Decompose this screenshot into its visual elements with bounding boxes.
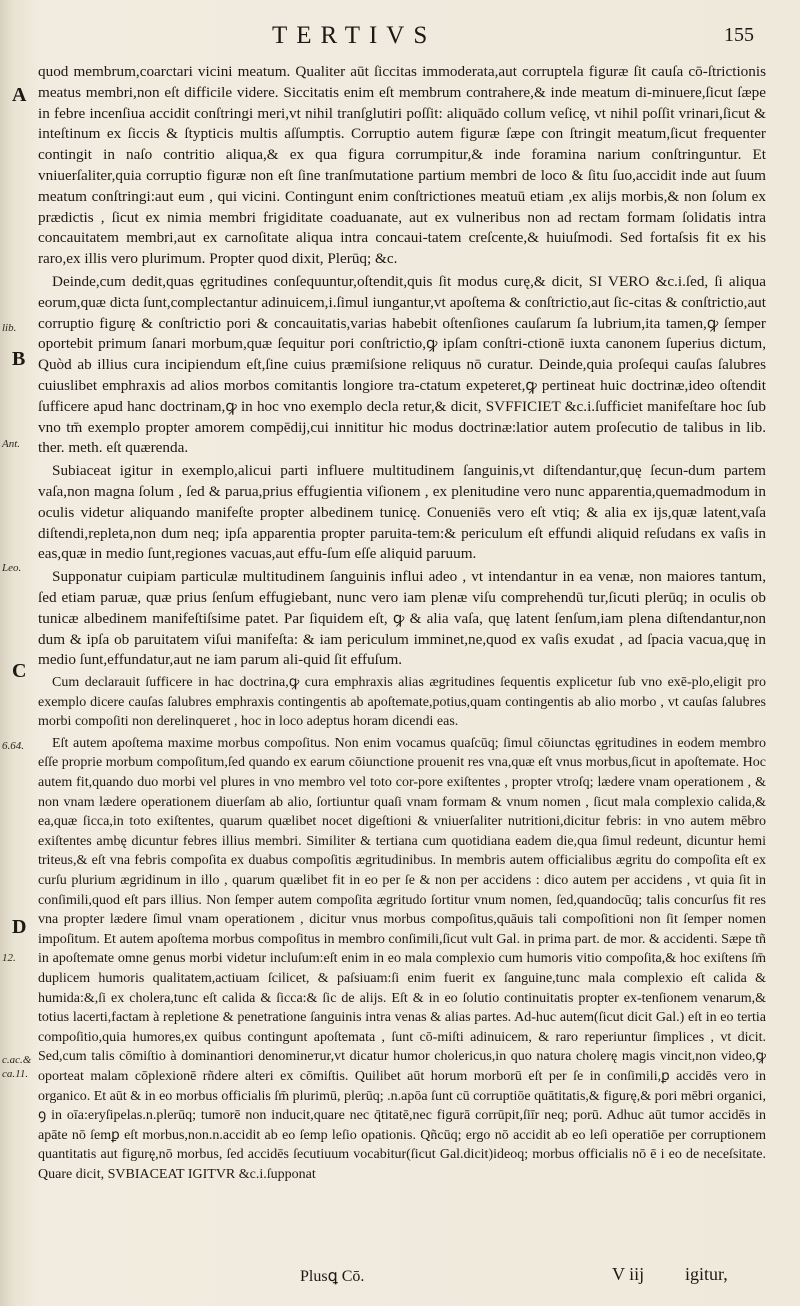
paragraph: Eſt autem apoſtema maxime morbus compoſitus. Non enim vocamus quaſcūq; ſimul cōiunctas ęgritudines in eodem membro eſſe proprie morbum compoſitum,ſed quando ex earum cōiunctione prouenit res vna,quæ eſt vnus morbus,ſicut in apoſtemate. Hoc autem fit,quando duo morbi vel plures in vno membro vel toto cor-pore exiſtentes , propter vtroſq; lædere vnam operationem , & non vnam lædere operationem diuerſam ab alio, ſortiuntur quaſi vnam formam & vnum nomen , ſicut mala complexio calida,& ea,quæ ſicca,in toto exiſtentes, quarum quælibet nocet digeſtioni & vniuerſaliter nutritioni,dicitur febris: in vno autem mēbro exiſtentes ambę dicuntur febres illius membri. Similiter & tertiana cum quotidiana eadem die,qua ſimul redeunt, dicuntur hemi triteus,& eſt vna febris compoſita ex duabus compoſitis ægritudinibus. In membris autem officialibus ægritu do compoſita eſt ex curſu plurium ægridinum in illo , quarum quælibet fit in eo per ſe & non per accidens : dico autem per accidens , vt quia ſit in conſimili,quod eſt pars illius. Non ſemper autem compoſita ægritudo ſortitur vnum nomen, ſed,quandocūq; talis concurſus fit res vna propter lædere ſimul vnam operationem , dicitur vnus morbus compoſitus,quāuis tali compoſitioni non ſit ſemper nomen impoſitum. Et autem apoſtema morbus compoſitus in membro conſimili,ſicut vult Gal. in prima part. de mor. & accidenti. Sæpe tñ in apoſtemate omne genus morbi videtur incluſum:eſt enim in eo mala complexio cum humoris vitio compoſita,& hoc exiſtens ſm̄ duplicem humoris qualitatem,actiuam ſcilicet, & paſsiuam:ſi enim fuerit ex ſanguine,tunc mala complexio eſt calida & humida:&,ſi ex cholera,tunc eſt calida & ſicca:& ſic de alijs. Eſt & in eo ſolutio continuitatis propter ex-tenſionem venarum,& totius lacerti,factam à repletione & penetratione ſanguinis intra venas & alias partes. Ad-huc autem(ſicut dicit Gal.) eſt in eo tertia compoſitio,quia humores,ex quibus contingunt apoſtemata , ſunt cō-miſti adinuicem, & raro reperiuntur ſimplices , vt dicit. Sed,cum talis cōmiſtio à dominantiori denomineтur,vt dicatur humor cholericus,in quo natura cholerę magis vincit,non video,ꝙ oporteat malam cōplexionē rñdere alteri ex cōmiſtis. Quilibet aūt horum morborū eſt per ſe in conſimili,ꝑ accidēs vero in organico. Et aūt & in eo morbus officialis ſm̄ plurimū, plerūq; .n.apōa ſunt cū corruptiōe quātitatis,& figurę,& pori mēbri organici, ꝯ in oīa:eryſipelas.n.plerūq; tumorē non inducit,quare nec q̄titatē,nec figurā corrūpit,ſiīr neq; porū. Adhuc aūt tumor accidēs in apāte nō ſemꝑ eſt morbus,non.n.accidit ab eo ſemp leſio opationis. Qñcūq; ergo nō accidit ab eo leſi operatiōe per corruptionem quantitatis aut figurę,nō morbus, ſed accidēs ſecutiuum vocabitur(ſicut Gal.dicit)ideoq; morbus officialis nō ē i eo de neceſsitate. Quare dicit, SVBIACEAT IGITVR &c.i.ſupponat bbox=[38, 735, 766, 1182]
paragraph: Supponatur cuipiam particulæ multitudinem ſanguinis influi adeo , vt intendantur in ea venæ, non maiores tantum, ſed etiam paruæ, quæ prius ſenſum effugiebant, nunc vero iam plenæ viſu comprehendū tur,ſicuti plerūq; in oculis ob tunicæ albedinem manifeſtiſsime patet. Par ſiquidem eſt, ꝙ & alia vaſa, quę latent ſenſum,iam plena diſtendantur,non dum & ipſa ob paruitatem viſui manifeſta: & iam periculum imminet,ne,quod ex vaſis exudat , ad ſpacia vacua,quę in medio ſunt,effundatur,aut ne iam parum ali-quid ſit effuſum. bbox=[38, 568, 766, 669]
paragraph: quod membrum,coarctari vicini meatum. Qualiter aūt ſiccitas immoderata,aut corruptela figuræ ſit cauſa cō-ſtrictionis meatus membri,non eſt difficile videre. Siccitatis enim eſt membrum contrahere,& inde meatum di-minuere,ſicut ſæpe in febre incenſiua accidit conſtringi meri,vt nihil tranſglutiri poſſit: aliquādo collum veſicę, vt nihil poſſit vrinari,ſicut & inteſtinum ex ſiccis & ſtypticis multis aſſumptis. Corruptio autem figuræ ſæpe con ſtringit meatum,ſicut frequenter contingit in naſo contritio aliqua,& ex qua figura corrumpitur,& inde foramina narium conſtringuntur. Et vniuerſaliter,quia corruptio figuræ non eſt ſine tranſmutatione partium membri de loco & ſitu ſuo,accidit inde aut ſuum meatum conſtringi:aut eum , qui vicini. Contingunt enim conſtrictiones meatuū etiam ,ex alijs morbis,& non ſolum ex prædictis , ſicut ex nimia membri frigiditate coaduanate, aut ex vulneribus non ad rectam formam ſolidatis intra concauitatem membri,aut ex carnoſitate aliqua intra concaui-tatem creſcente,& huiuſmodi. Sed fortaſsis fit ex his raro,ex illis vero plurimum. Propter quod dixit, Plerūq; &c. bbox=[38, 63, 766, 268]
signature-mark: V iij bbox=[612, 1264, 645, 1284]
page-header bbox=[0, 22, 800, 52]
margin-letter-c: C bbox=[12, 660, 27, 682]
margin-note-leo: Leo. bbox=[2, 562, 22, 574]
catchword: igitur, bbox=[685, 1264, 728, 1284]
running-head: TERTIVS bbox=[272, 22, 437, 49]
margin-note-lib: lib. bbox=[2, 322, 17, 334]
margin-letter-b: B bbox=[12, 348, 26, 370]
margin-note-c-ac: c.ac.& bbox=[2, 1054, 32, 1066]
margin-note-ant: Ant. bbox=[2, 438, 21, 450]
paragraph: Cum declarauit ſufficere in hac doctrina,ꝙ cura emphraxis alias ægritudines ſequentis explicetur ſub vno exē-plo,eligit pro exemplo dicere cauſas ſalubres emphraxis contingentis ab apoſtemate,potius,quam contingentis ab alio morbo , vt cauſas ſalubres morbi compoſiti non derelinqueret , hoc in loco adeptus horam dicendi eas. bbox=[38, 675, 766, 730]
footer-note: Plusꝗ Cō. bbox=[300, 1268, 365, 1285]
page-number: 155 bbox=[724, 24, 754, 46]
main-text bbox=[38, 62, 766, 1247]
page-footer bbox=[0, 1262, 800, 1292]
margin-letter-a: A bbox=[12, 84, 27, 106]
paragraph: Subiaceat igitur in exemplo,alicui parti influere multitudinem ſanguinis,vt diſtendantur,quę ſecun-dum partem vaſa,non magna ſolum , ſed & parua,prius effugientia viſionem , ex plenitudine vero nunc apparentia,quemadmodum in oculis videtur aliquando manifeſte propter albedinem tunicę. Conueniēs vero eſt vtiq; & alia ex ijs,quæ latent,vaſa diſtendi,repleta,non dum neq; ipſa apparentia propter paruita-tem:& periculum eſt effundi aliquid reſudans ex vaſis in eas,quæ in medio ſunt,regiones vacuas,aut effu-ſum eſſe aliquid paruum. bbox=[38, 462, 766, 563]
margin-note-ca-11: ca.11. bbox=[2, 1068, 29, 1080]
left-margin bbox=[0, 70, 34, 1270]
margin-note-12: 12. bbox=[2, 952, 16, 964]
margin-letter-d: D bbox=[12, 916, 27, 938]
paragraph: Deinde,cum dedit,quas ęgritudines conſequuntur,oſtendit,quis ſit modus curę,& dicit, SI VERO &c.i.ſed, ſi aliqua eorum,quæ dicta ſunt,complectantur adinuicem,i.ſimul iungantur,vt apoſtema & conſtrictio,aut ſic-citas & conſtrictio,aut corruptio figurę & conſtrictio pori & concauitatis,varias habebit oſtenſiones cauſarum ſa lubrium,ita tamen,ꝙ ſemper oportebit primum ſanari morbum,quæ ſequitur pori conſtrictio,ꝙ ipſam conſtri-ctionē iuxta canonem ſuperius dictum, Quòd ab illius cura incipiendum eſt,ſine cuius præmiſsione reliquus nō curatur. Deinde,quia proſequi cauſas ſalubres cuiuslibet emphraxis ad alios morbos comitantis longiore tra-ctatum expeteret,ꝙ pertineat huic doctrinæ,ideo oſtendit ſufficere apud hanc doctrinam,ꝙ in hoc vno exemplo decla retur,& dicit, SVFFICIET &c.i.ſufficiet manifeſtare hoc ſub vno tm̄ exemplo propter amorem compēdij,cui innititur hic modus doctrinæ:latior autem proſecutio de talibus in lib. ther. meth. eſt quærenda. bbox=[38, 272, 766, 457]
margin-note-6-64: 6.64. bbox=[2, 740, 24, 752]
